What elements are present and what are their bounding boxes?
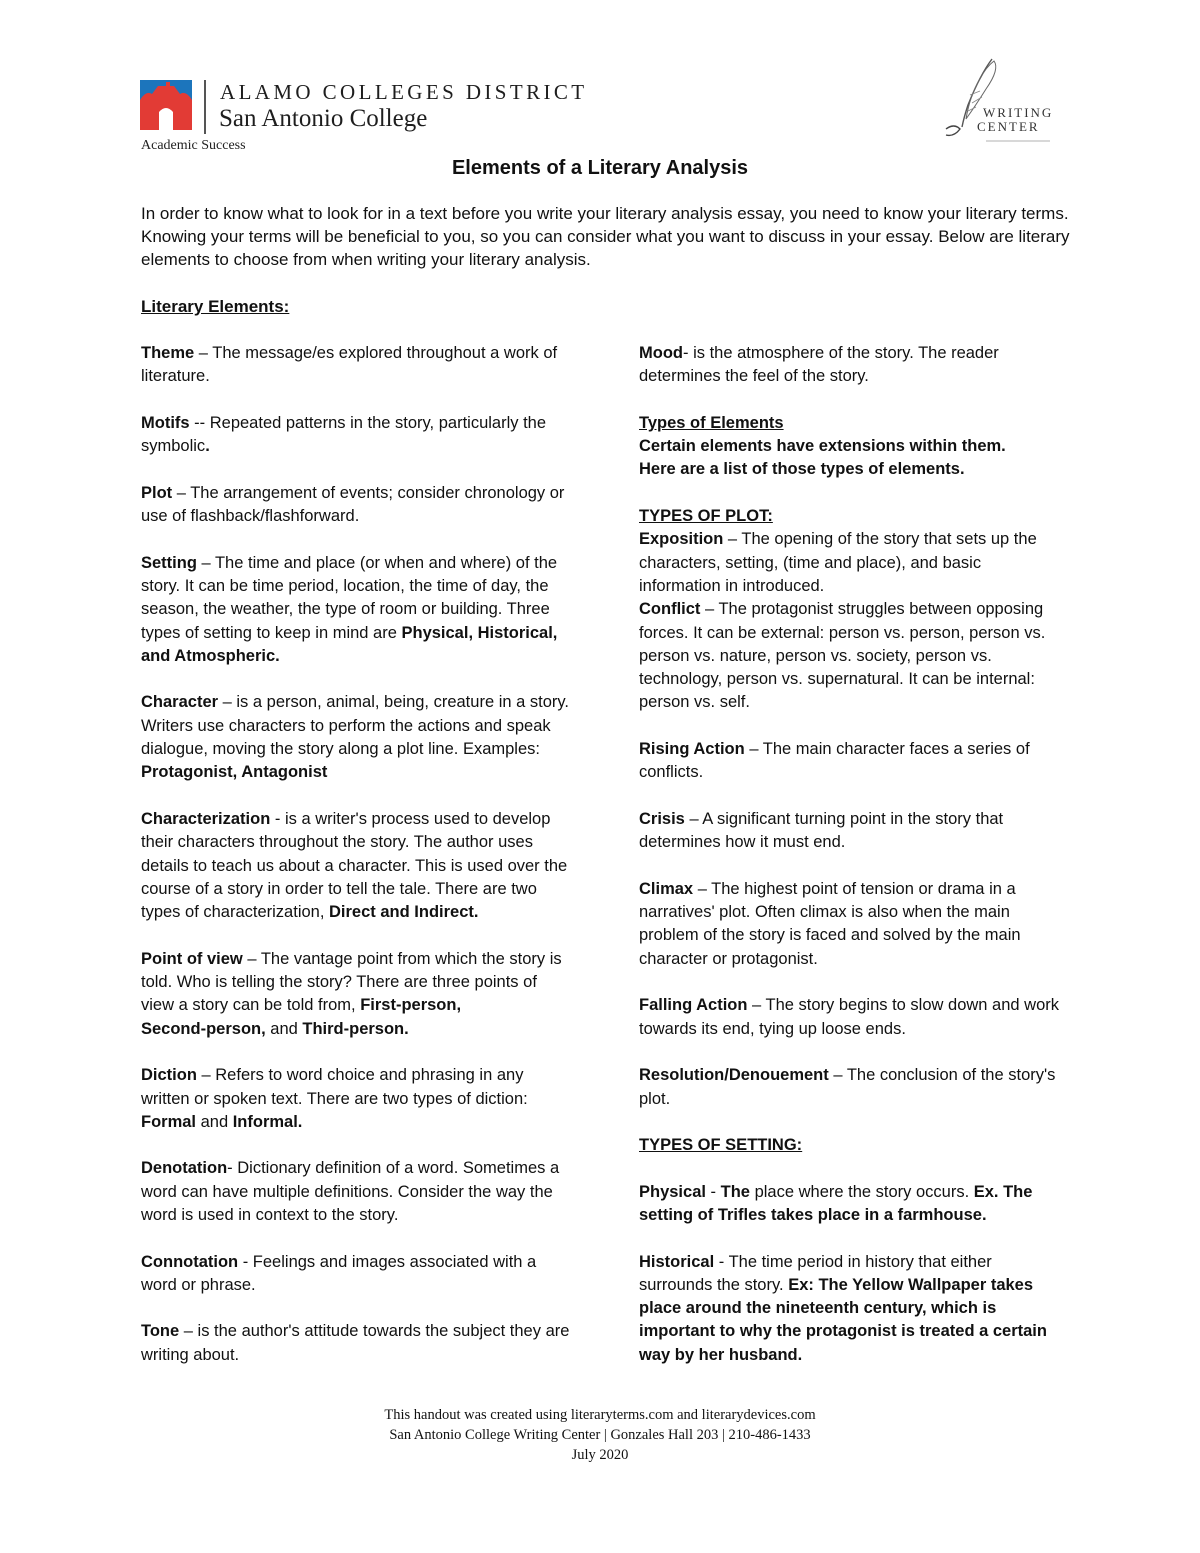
entry-conflict	[639, 598, 1067, 714]
term-setting: Setting	[141, 553, 197, 572]
footer-date: July 2020	[571, 1447, 629, 1463]
term-climax: Climax	[639, 879, 694, 898]
term-theme: Theme	[141, 344, 195, 362]
department-name: Academic Success	[141, 138, 246, 153]
definition-characterization: - is a writer's process used to develop their characters throughout the story. The author uses details to teach us about a character. This is used over the course of a story in order to tell the tale. There are two types of characterization,	[141, 809, 568, 922]
types-of-setting-section	[639, 1134, 1067, 1157]
term-rising-action: Rising Action	[639, 740, 745, 759]
definition-setting: – The time and place (or when and where) of the story. It can be time period, location, the time of day, the season, the weather, the type of room or building. Three types of setting to keep in mind are	[141, 553, 558, 642]
entry-physical	[639, 1181, 1067, 1228]
district-name: ALAMO COLLEGES DISTRICT	[220, 80, 588, 104]
diction-informal: Informal.	[232, 1112, 303, 1131]
term-resolution: Resolution/Denouement	[639, 1066, 829, 1085]
term-crisis: Crisis	[639, 809, 685, 828]
definition-tone: – is the author's attitude towards the subject they are writing about.	[141, 1322, 570, 1364]
term-plot: Plot	[141, 483, 173, 502]
definition-resolution: – The conclusion of the story's plot.	[639, 1066, 1056, 1108]
historical-example: Ex: The Yellow Wallpaper takes place around the nineteenth century, which is important to why the protagonist is treated a certain way by her husband.	[639, 1275, 1047, 1364]
entry-rising-action	[639, 738, 1067, 785]
entry-diction	[141, 1064, 573, 1134]
diction-and: and	[196, 1112, 233, 1131]
term-physical: Physical	[639, 1182, 706, 1201]
footer	[0, 1405, 1200, 1465]
definition-falling-action: – The story begins to slow down and work towards its end, tying up loose ends.	[639, 996, 1059, 1038]
term-exposition: Exposition	[639, 530, 724, 549]
types-of-plot-heading: TYPES OF PLOT:	[639, 507, 773, 526]
definition-rising-action: – The main character faces a series of conflicts.	[639, 740, 1030, 782]
physical-example: Ex. The setting of Trifles takes place in a farmhouse.	[639, 1182, 1033, 1224]
definition-motifs: -- Repeated patterns in the story, particularly the symbolic	[141, 413, 547, 456]
entry-mood	[639, 342, 1067, 389]
definition-plot: – The arrangement of events; consider chronology or use of flashback/flashforward.	[141, 483, 565, 526]
intro-paragraph: In order to know what to look for in a text before you write your literary analysis essay, you need to know your literary terms. Knowing your terms will be beneficial to you, so you can consider what you want to discuss in your essay. Below are literary elements to choose from when writing your literary analysis.	[141, 204, 1070, 269]
term-falling-action: Falling Action	[639, 996, 748, 1015]
types-of-elements-line-1: Certain elements have extensions within them.	[639, 437, 1006, 456]
physical-the: The	[720, 1182, 750, 1201]
entry-crisis	[639, 808, 1067, 855]
term-diction: Diction	[141, 1066, 197, 1085]
term-denotation: Denotation	[141, 1159, 228, 1178]
entry-exposition	[639, 528, 1067, 598]
writing-center-label-1: WRITING	[983, 105, 1054, 120]
term-point-of-view: Point of view	[141, 949, 243, 968]
character-examples: Protagonist, Antagonist	[141, 763, 328, 782]
definition-connotation: - Feelings and images associated with a word or phrase.	[141, 1252, 537, 1294]
entry-connotation	[141, 1251, 573, 1298]
definition-denotation: - Dictionary definition of a word. Sometimes a word can have multiple definitions. Consider the way the word is used in context to the story.	[141, 1159, 560, 1224]
alamo-colleges-logo	[140, 80, 192, 130]
entry-point-of-view	[141, 948, 573, 1041]
motifs-period: .	[205, 437, 210, 456]
right-column	[639, 342, 1067, 1367]
definition-climax: – The highest point of tension or drama in a narratives' plot. Often climax is also when the main problem of the story is faced and solved by the main character or protagonist.	[639, 879, 1021, 968]
entry-resolution	[639, 1064, 1067, 1111]
physical-dash: -	[705, 1182, 721, 1201]
term-characterization: Characterization	[141, 809, 271, 828]
pov-and: and	[265, 1019, 303, 1038]
page-title: Elements of a Literary Analysis	[451, 157, 749, 179]
types-of-elements-line-2: Here are a list of those types of elements.	[639, 460, 965, 479]
entry-plot	[141, 482, 573, 529]
definition-exposition: – The opening of the story that sets up the characters, setting, (time and place), and basic information in introduced.	[639, 530, 1037, 595]
characterization-types: Direct and Indirect.	[329, 903, 479, 922]
definition-theme: – The message/es explored throughout a work of literature.	[141, 344, 558, 386]
footer-sources: This handout was created using literaryterms.com and literarydevices.com	[384, 1407, 816, 1423]
definition-mood: - is the atmosphere of the story. The reader determines the feel of the story.	[639, 344, 999, 386]
term-motifs: Motifs	[141, 413, 190, 432]
entry-historical	[639, 1251, 1067, 1367]
diction-formal: Formal	[141, 1112, 197, 1131]
definition-character: – is a person, animal, being, creature in a story. Writers use characters to perform the actions and speak dialogue, moving the story along a plot line. Examples:	[141, 693, 570, 759]
entry-climax	[639, 878, 1067, 971]
types-of-elements-heading: Types of Elements	[639, 413, 784, 432]
definition-crisis: – A significant turning point in the story that determines how it must end.	[639, 809, 1004, 852]
entry-theme	[141, 342, 573, 389]
definition-physical: place where the story occurs.	[749, 1182, 974, 1201]
college-name: San Antonio College	[219, 105, 428, 132]
entry-setting	[141, 552, 573, 668]
term-mood: Mood	[639, 344, 683, 362]
types-of-elements	[639, 412, 1067, 482]
literary-elements-heading: Literary Elements:	[141, 297, 290, 316]
pov-third: Third-person.	[302, 1019, 409, 1038]
entry-characterization	[141, 808, 573, 924]
types-of-setting-heading: TYPES OF SETTING:	[639, 1136, 803, 1155]
entry-denotation	[141, 1157, 573, 1227]
entry-falling-action	[639, 994, 1067, 1041]
definition-historical: - The time period in history that either surrounds the story.	[639, 1252, 992, 1294]
footer-contact: San Antonio College Writing Center | Gonzales Hall 203 | 210-486-1433	[389, 1427, 811, 1443]
term-character: Character	[141, 693, 219, 712]
entry-motifs	[141, 412, 573, 459]
pov-second: Second-person,	[141, 1019, 266, 1038]
entry-character	[141, 691, 573, 784]
writing-center-label-2: CENTER	[977, 119, 1040, 134]
setting-types: Physical, Historical, and Atmospheric.	[141, 623, 558, 665]
term-tone: Tone	[141, 1322, 180, 1341]
term-conflict: Conflict	[639, 600, 701, 619]
term-historical: Historical	[639, 1252, 715, 1271]
pov-first: First-person,	[360, 996, 462, 1015]
definition-conflict: – The protagonist struggles between opposing forces. It can be external: person vs. person, person vs. person vs. nature, person vs. society, person vs. technology, person vs. supernatural. It can be internal: person vs. self.	[639, 600, 1046, 712]
entry-tone	[141, 1320, 573, 1367]
definition-diction: – Refers to word choice and phrasing in any written or spoken text. There are two types of diction:	[141, 1066, 528, 1108]
logo-divider	[204, 80, 206, 134]
term-connotation: Connotation	[141, 1252, 239, 1271]
left-column	[141, 342, 573, 1367]
definition-point-of-view: – The vantage point from which the story is told. Who is telling the story? There are three points of view a story can be told from,	[141, 949, 562, 1015]
